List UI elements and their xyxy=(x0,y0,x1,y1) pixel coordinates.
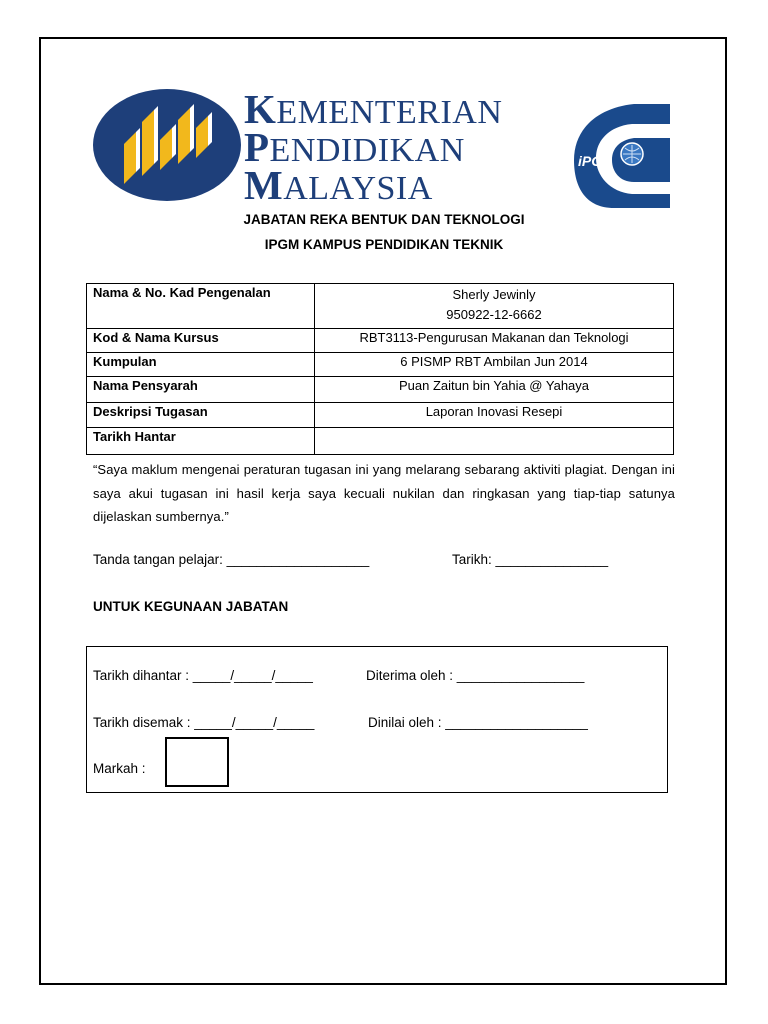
row-value xyxy=(315,284,674,329)
ministry-initial-m: M xyxy=(244,162,284,208)
ministry-word-3: ALAYSIA xyxy=(283,170,433,207)
student-ic-number: 950922-12-6662 xyxy=(446,307,542,322)
row-label: Kod & Nama Kursus xyxy=(87,329,315,353)
submission-date-value xyxy=(315,428,674,455)
row-label: Tarikh Hantar xyxy=(87,428,315,455)
table-row xyxy=(87,353,674,377)
course-value: RBT3113-Pengurusan Makanan dan Teknologi xyxy=(315,329,674,353)
graded-by-line: Dinilai oleh : ___________________ xyxy=(368,715,588,730)
lecturer-value: Puan Zaitun bin Yahia @ Yahaya xyxy=(315,377,674,403)
signature-date-line: Tarikh: _______________ xyxy=(452,552,609,567)
row-label: Deskripsi Tugasan xyxy=(87,403,315,428)
ipg-logo-text: iPG xyxy=(578,153,603,169)
ipg-logo xyxy=(574,104,670,208)
marks-box xyxy=(165,737,229,787)
table-row xyxy=(87,329,674,353)
row-label: Kumpulan xyxy=(87,353,315,377)
marks-label: Markah : xyxy=(93,761,146,776)
table-row xyxy=(87,403,674,428)
received-by-line: Diterima oleh : _________________ xyxy=(366,668,585,683)
ministry-wordmark xyxy=(244,86,503,208)
checked-date-line: Tarikh disemak : _____/_____/_____ xyxy=(93,715,315,730)
ministry-initial-k: K xyxy=(244,86,277,132)
student-info-table xyxy=(86,283,674,455)
group-value: 6 PISMP RBT Ambilan Jun 2014 xyxy=(315,353,674,377)
table-row xyxy=(87,428,674,455)
sent-date-line: Tarikh dihantar : _____/_____/_____ xyxy=(93,668,313,683)
plagiarism-declaration: “Saya maklum mengenai peraturan tugasan ini yang melarang sebarang aktiviti plagiat. Dengan ini saya akui tugasan ini hasil kerja saya kecuali nukilan dan ringkasan yang tiap-tiap satunya dijelaskan sumbernya.” xyxy=(93,462,675,524)
row-label: Nama & No. Kad Pengenalan xyxy=(87,284,315,329)
kpm-crest-logo xyxy=(92,88,242,202)
assignment-description-value: Laporan Inovasi Resepi xyxy=(315,403,674,428)
campus-title: IPGM KAMPUS PENDIDIKAN TEKNIK xyxy=(264,237,504,252)
department-title: JABATAN REKA BENTUK DAN TEKNOLOGI xyxy=(243,212,525,227)
student-name: Sherly Jewinly xyxy=(452,287,536,302)
ministry-initial-p: P xyxy=(244,124,270,170)
row-label: Nama Pensyarah xyxy=(87,377,315,403)
ministry-word-2: ENDIDIKAN xyxy=(269,132,465,169)
table-row xyxy=(87,377,674,403)
ministry-word-1: EMENTERIAN xyxy=(276,94,503,131)
student-signature-line: Tanda tangan pelajar: ___________________ xyxy=(93,552,370,567)
table-row xyxy=(87,284,674,329)
department-use-heading: UNTUK KEGUNAAN JABATAN xyxy=(93,599,289,614)
